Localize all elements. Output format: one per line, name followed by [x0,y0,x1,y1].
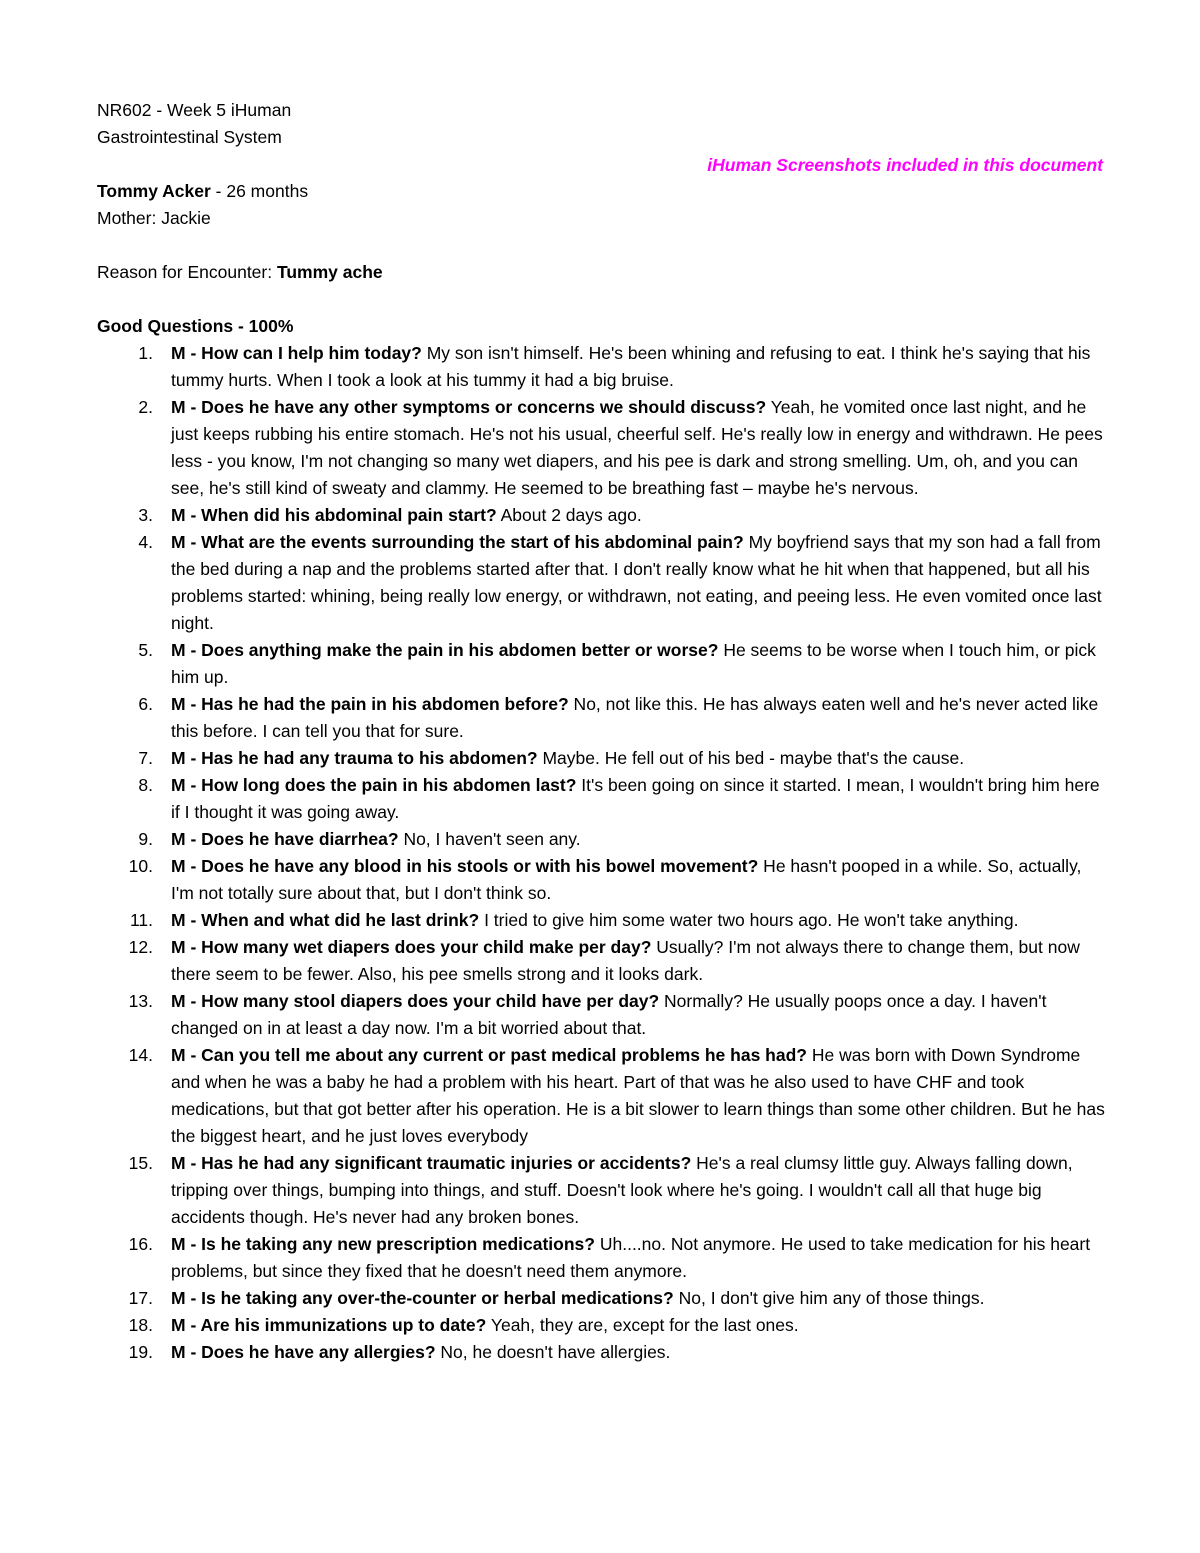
patient-line [97,178,308,205]
answer-text: No, I haven't seen any. [398,829,581,849]
answer-text: Normally? He usually poops once a day. I haven't changed on in at least a day now. I'm a bit worried about that. [171,991,1047,1038]
question-item [97,1285,1107,1312]
question-number: 8. [138,775,153,795]
question-text: M - Has he had any trauma to his abdomen? [171,748,538,768]
question-number: 12. [128,937,153,957]
answer-text: Usually? I'm not always there to change them, but now there seem to be fewer. Also, his pee smells strong and it looks dark. [171,937,1080,984]
question-number: 10. [128,856,153,876]
question-number: 17. [128,1288,153,1308]
encounter-line [97,259,383,286]
question-item [97,394,1107,502]
patient-name: Tommy Acker [97,181,211,201]
question-text: M - Is he taking any new prescription medications? [171,1234,595,1254]
question-item [97,637,1107,691]
question-number: 11. [129,910,153,930]
question-text: M - Does he have any blood in his stools or with his bowel movement? [171,856,759,876]
question-item [97,1312,1107,1339]
questions-list [97,340,1107,1366]
question-number: 18. [128,1315,153,1335]
answer-text: He's a real clumsy little guy. Always falling down, tripping over things, bumping into things, and stuff. Doesn't look where he's going. I wouldn't call all that huge big accidents though. He's never had any broken bones. [171,1153,1073,1227]
question-number: 4. [138,532,153,552]
answer-text: Maybe. He fell out of his bed - maybe that's the cause. [537,748,965,768]
answer-text: I tried to give him some water two hours ago. He won't take anything. [479,910,1019,930]
question-text: M - Does he have diarrhea? [171,829,399,849]
answer-text: It's been going on since it started. I mean, I wouldn't bring him here if I thought it was going away. [171,775,1100,822]
question-text: M - When did his abdominal pain start? [171,505,497,525]
answer-text: No, he doesn't have allergies. [435,1342,671,1362]
question-item [97,745,1107,772]
question-item [97,1339,1107,1366]
encounter-reason: Tummy ache [276,262,383,282]
question-text: M - When and what did he last drink? [171,910,480,930]
question-item [97,988,1107,1042]
question-item [97,1231,1107,1285]
question-item [97,907,1107,934]
question-item [97,1150,1107,1231]
question-item [97,502,1107,529]
question-text: M - Has he had any significant traumatic injuries or accidents? [171,1153,692,1173]
answer-text: My son isn't himself. He's been whining and refusing to eat. I think he's saying that his tummy hurts. When I took a look at his tummy it had a big bruise. [171,343,1091,390]
question-item [97,529,1107,637]
question-text: M - How long does the pain in his abdomen last? [171,775,577,795]
question-text: M - What are the events surrounding the start of his abdominal pain? [171,532,744,552]
question-number: 19. [128,1342,153,1362]
question-number: 2. [138,397,153,417]
question-number: 5. [138,640,153,660]
mother-line: Mother: Jackie [97,208,211,228]
question-number: 6. [138,694,153,714]
question-text: M - Does he have any other symptoms or concerns we should discuss? [171,397,767,417]
answer-text: He was born with Down Syndrome and when he was a baby he had a problem with his heart. Part of that was he also used to have CHF and took medications, but that got better after his operation. He is a bit slower to learn things than some other children. But he has the biggest heart, and he just loves everybody [171,1045,1105,1146]
answer-text: He seems to be worse when I touch him, or pick him up. [171,640,1096,687]
question-number: 7. [138,748,153,768]
patient-age: - 26 months [210,181,309,201]
question-text: M - How many wet diapers does your child make per day? [171,937,652,957]
encounter-label: Reason for Encounter: [97,262,277,282]
answer-text: My boyfriend says that my son had a fall from the bed during a nap and the problems started after that. I don't really know what he hit when that happened, but all his problems started: whining, being really low energy, or withdrawn, not eating, and peeing less. He even vomited once last night. [171,532,1102,633]
question-text: M - Has he had the pain in his abdomen before? [171,694,569,714]
question-text: M - Is he taking any over-the-counter or herbal medications? [171,1288,674,1308]
question-text: M - How many stool diapers does your child have per day? [171,991,660,1011]
answer-text: No, not like this. He has always eaten well and he's never acted like this before. I can tell you that for sure. [171,694,1099,741]
question-item [97,340,1107,394]
question-item [97,853,1107,907]
question-number: 14. [128,1045,153,1065]
course-title: NR602 - Week 5 iHuman [97,100,292,120]
screenshot-note: iHuman Screenshots included in this document [707,155,1103,175]
question-number: 1. [138,343,153,363]
answer-text: He hasn't pooped in a while. So, actually, I'm not totally sure about that, but I don't think so. [171,856,1082,903]
system-title: Gastrointestinal System [97,127,282,147]
question-text: M - Can you tell me about any current or past medical problems he has had? [171,1045,807,1065]
answer-text: About 2 days ago. [496,505,642,525]
question-text: M - Does he have any allergies? [171,1342,436,1362]
answer-text: No, I don't give him any of those things. [673,1288,985,1308]
question-number: 3. [138,505,153,525]
question-number: 13. [128,991,153,1011]
question-text: M - How can I help him today? [171,343,422,363]
question-text: M - Does anything make the pain in his abdomen better or worse? [171,640,719,660]
question-item [97,826,1107,853]
question-number: 9. [138,829,153,849]
question-text: M - Are his immunizations up to date? [171,1315,487,1335]
question-number: 15. [128,1153,153,1173]
question-number: 16. [128,1234,153,1254]
question-item [97,1042,1107,1150]
questions-heading: Good Questions - 100% [97,316,294,336]
question-item [97,934,1107,988]
answer-text: Uh....no. Not anymore. He used to take medication for his heart problems, but since they fixed that he doesn't need them anymore. [171,1234,1091,1281]
answer-text: Yeah, they are, except for the last ones. [486,1315,799,1335]
question-item [97,691,1107,745]
answer-text: Yeah, he vomited once last night, and he just keeps rubbing his entire stomach. He's not his usual, cheerful self. He's really low in energy and withdrawn. He pees less - you know, I'm not changing so many wet diapers, and his pee is dark and strong smelling. Um, oh, and you can see, he's still kind of sweaty and clammy. He seemed to be breathing fast – maybe he's nervous. [171,397,1103,498]
question-item [97,772,1107,826]
